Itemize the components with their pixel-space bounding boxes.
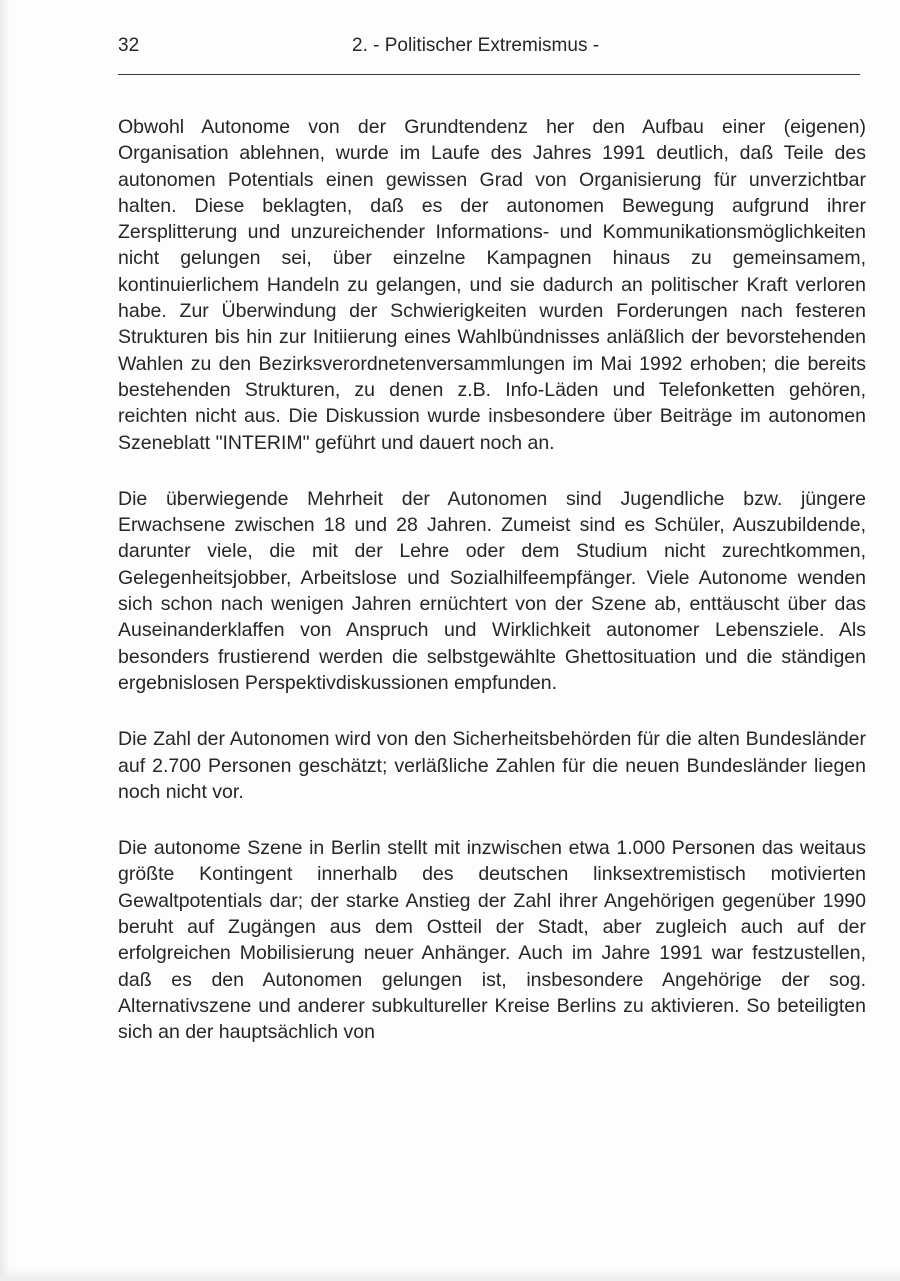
- paragraph-numbers: Die Zahl der Autonomen wird von den Sicherheitsbehörden für die alten Bundesländer auf 2.700 Personen geschätzt; verläßliche Zahlen für die neuen Bundesländer liegen noch nicht vor.: [118, 728, 866, 803]
- page-number: 32: [118, 35, 140, 56]
- paragraph-organisation: Obwohl Autonome von der Grundtendenz her den Aufbau einer (eigenen) Organisation ablehnen, wurde im Laufe des Jahres 1991 deutlich, daß Teile des autonomen Potentials einen gewissen Grad von Organisierung für unverzichtbar halten. Diese beklagten, daß es der autonomen Bewegung aufgrund ihrer Zersplitterung und unzureichender Informations- und Kommunikationsmöglichkeiten nicht gelungen sei, über einzelne Kampagnen hinaus zu gemeinsamem, kontinuierlichem Handeln zu gelangen, und sie dadurch an politischer Kraft verloren habe. Zur Überwindung der Schwierigkeiten wurden Forderungen nach festeren Strukturen bis hin zur Initiierung eines Wahlbündnisses anläßlich der bevorstehenden Wahlen zu den Bezirksverordnetenversammlungen im Mai 1992 erhoben; die bereits bestehenden Strukturen, zu denen z.B. Info-Läden und Telefonketten gehören, reichten nicht aus. Die Diskussion wurde insbesondere über Beiträge im autonomen Szeneblatt "INTERIM" geführt und dauert noch an.: [118, 116, 866, 454]
- scan-shadow-bottom: [0, 1267, 900, 1281]
- paragraph-demographics: Die überwiegende Mehrheit der Autonomen sind Jugendliche bzw. jüngere Erwachsene zwischen 18 und 28 Jahren. Zumeist sind es Schüler, Auszubildende, darunter viele, die mit der Lehre oder dem Studium nicht zurechtkommen, Gelegenheitsjobber, Arbeitslose und Sozialhilfeempfänger. Viele Autonome wenden sich schon nach wenigen Jahren ernüchtert von der Szene ab, enttäuscht über das Auseinanderklaffen von Anspruch und Wirklichkeit autonomer Lebensziele. Als besonders frustierend werden die selbstgewählte Ghettosituation und die ständigen ergebnislosen Perspektivdiskussionen empfunden.: [118, 487, 866, 694]
- body-text: [118, 114, 866, 1076]
- running-head: 2. - Politischer Extremismus -: [352, 35, 600, 56]
- scan-shadow-left: [0, 0, 10, 1281]
- header-rule: [118, 74, 860, 75]
- paragraph-berlin: Die autonome Szene in Berlin stellt mit inzwischen etwa 1.000 Personen das weitaus größte Kontingent innerhalb des deutschen linksextremistisch motivierten Gewaltpotentials dar; der starke Anstieg der Zahl ihrer Angehörigen gegenüber 1990 beruht auf Zugängen aus dem Ostteil der Stadt, aber zugleich auch auf der erfolgreichen Mobilisierung neuer Anhänger. Auch im Jahre 1991 war festzustellen, daß es den Autonomen gelungen ist, insbesondere Angehörige der sog. Alternativszene und anderer subkultureller Kreise Berlins zu aktivieren. So beteiligten sich an der hauptsächlich von: [118, 837, 866, 1044]
